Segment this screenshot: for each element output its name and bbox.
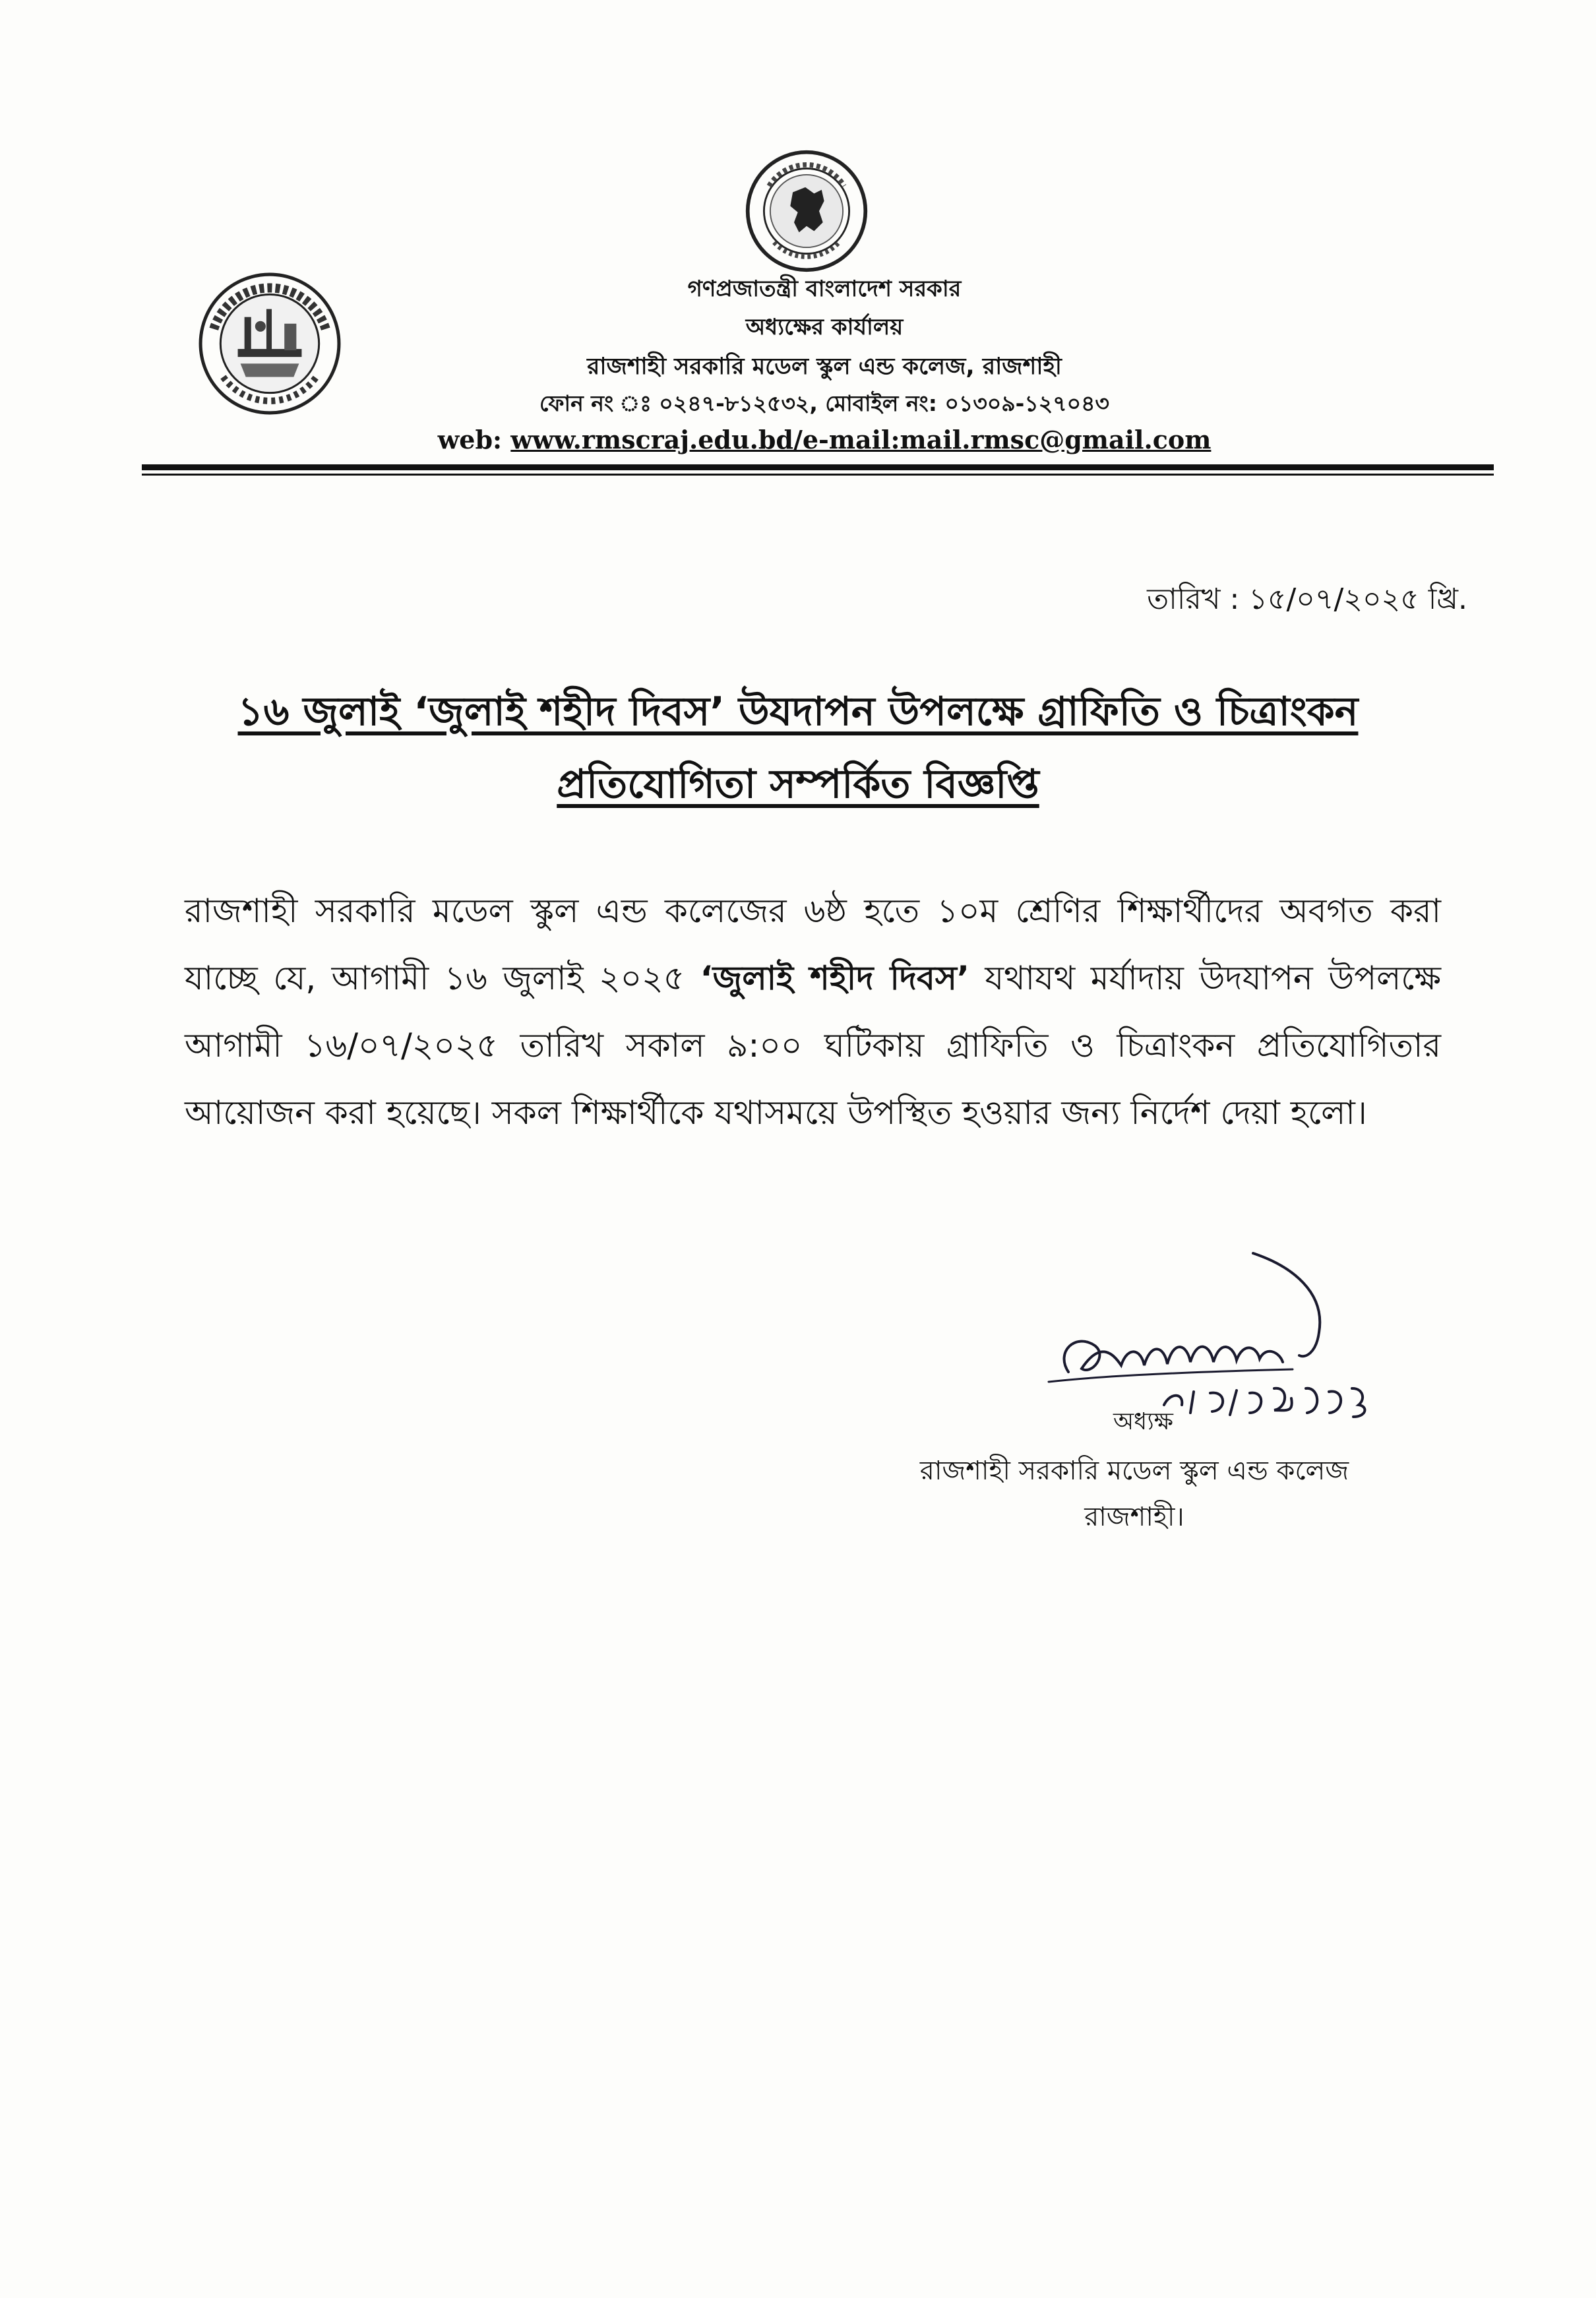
notice-title-line-2 [132,759,1464,810]
website-email-link[interactable]: www.rmscraj.edu.bd/e-mail:mail.rmsc@gmail.com [510,425,1212,454]
signatory-institution: রাজশাহী সরকারি মডেল স্কুল এন্ড কলেজ [919,1456,1349,1486]
bangladesh-government-seal-icon [744,148,869,274]
notice-body-bold: ‘জুলাই শহীদ দিবস’ [700,959,969,997]
notice-body-part-1: রাজশাহী সরকারি মডেল স্কুল এন্ড কলেজের ৬ষ্ঠ হতে ১০ম শ্রেণির শিক্ষার্থীদের অবগত করা যাচ্ছে যে, আগামী ১৬ জুলাই ২০২৫ [185,892,1441,997]
notice-title-text-1: ১৬ জুলাই ‘জুলাই শহীদ দিবস’ উযদাপন উপলক্ষে গ্রাফিতি ও চিত্রাংকন [237,689,1359,735]
letterhead-divider-thick [142,464,1494,470]
letterhead-web [396,425,1253,454]
notice-body-part-2: যথাযথ মর্যাদায় উদযাপন উপলক্ষে আগামী ১৬/০৭/২০২৫ তারিখ সকাল ৯:০০ ঘটিকায় গ্রাফিতি ও চিত্রাংকন প্রতিযোগিতার আয়োজন করা হয়েছে। সকল শিক্ষার্থীকে যথাসময়ে উপস্থিত হওয়ার জন্য নির্দেশ দেয়া হলো। [185,959,1441,1132]
notice-title-text-2: প্রতিযোগিতা সম্পর্কিত বিজ্ঞপ্তি [557,761,1039,807]
letterhead-institution: রাজশাহী সরকারি মডেল স্কুল এন্ড কলেজ, রাজশাহী [587,354,1062,380]
letterhead-phone: ফোন নং ঃ ০২৪৭-৮১২৫৩২, মোবাইল নং: ০১৩০৯-১২৭০৪৩ [539,390,1109,416]
web-prefix: web: [437,425,511,454]
letterhead-government: গণপ্রজাতন্ত্রী বাংলাদেশ সরকার [687,276,962,302]
signatory-city: রাজশাহী। [1084,1502,1184,1532]
signatory-designation: অধ্যক্ষ [1113,1408,1173,1435]
letterhead-office: অধ্যক্ষের কার্যালয় [745,314,904,340]
notice-date: তারিখ : ১৫/০৭/২০২৫ খ্রি. [1147,582,1467,616]
letterhead-divider-thin [142,474,1494,476]
notice-title-line-1 [132,686,1464,737]
notice-body [185,877,1441,1146]
school-logo-icon [197,270,343,417]
handwritten-signature-icon [1029,1240,1411,1431]
